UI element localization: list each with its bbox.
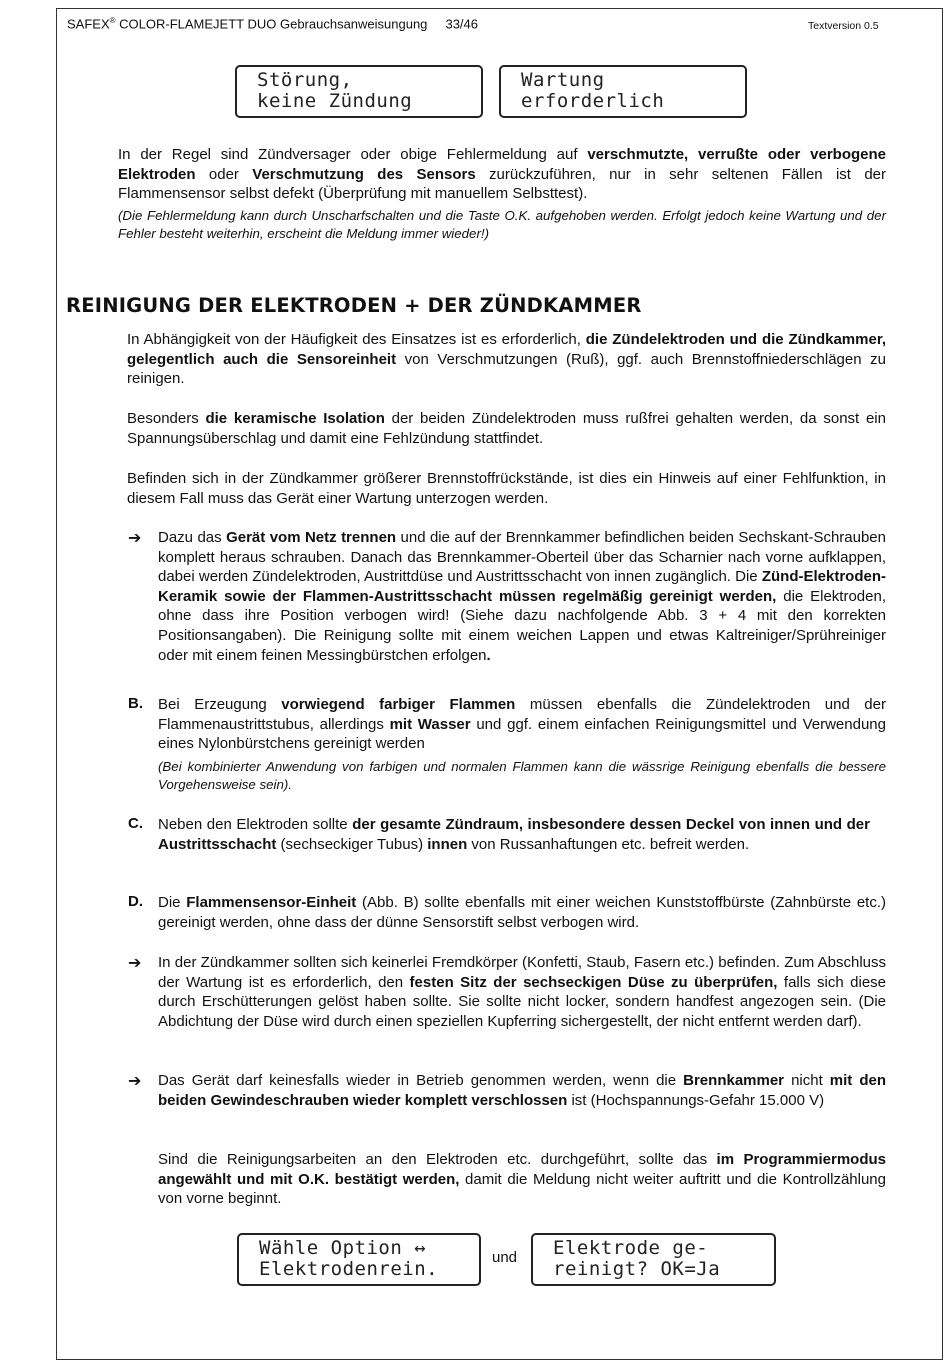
step-check-nozzle: In der Zündkammer sollten sich keinerlei Fremdkörper (Konfetti, Staub, Fasern etc.) befinden. Zum Abschluss der Wartung ist es erforderlich, den festen Sitz der sechseckigen Düse zu überprüfen, falls sich diese durch Erschütterungen gelöst haben sollte. Sie sollte nicht locker, sondern handfest angezogen sein. (Die Abdichtung der Düse wird durch einen speziellen Kupferring sichergestellt, der nicht entfernt werden darf). bbox=[158, 954, 887, 1030]
list-marker-d: D. bbox=[128, 893, 143, 910]
step-d: Die Flammensensor-Einheit (Abb. B) sollte ebenfalls mit einer weichen Kunststoffbürste (Zahnbürste etc.) gereinigt werden, ohne dass der dünne Sensorstift selbst verbogen wird. bbox=[158, 894, 886, 931]
step-c: Neben den Elektroden sollte der gesamte Zündraum, insbesondere dessen Deckel von innen und der Austrittsschacht (sechseckiger Tubus) innen von Russanhaftungen etc. befreit werden. bbox=[158, 816, 870, 853]
list-marker-c: C. bbox=[128, 815, 143, 832]
lcd-line-1: Wartung bbox=[521, 69, 605, 91]
conjunction-label: und bbox=[492, 1249, 518, 1266]
arrow-icon: ➔ bbox=[128, 528, 142, 547]
step-b: Bei Erzeugung vorwiegend farbiger Flammen müssen ebenfalls die Zündelektroden und der Flammenaustrittstubus, allerdings mit Wasser und ggf. einem einfachen Reinigungsmittel und Verwendung eines Nylonbürstchens gereinigt werden bbox=[158, 696, 886, 753]
section-heading: REINIGUNG DER ELEKTRODEN + DER ZÜNDKAMMER bbox=[66, 294, 642, 317]
section-paragraph-1: In Abhängigkeit von der Häufigkeit des Einsatzes ist es erforderlich, die Zündelektroden und die Zündkammer, gelegentlich auch die Sensoreinheit von Verschmutzungen (Ruß), ggf. auch Brennstoffniederschlägen zu reinigen. bbox=[127, 331, 886, 388]
lcd-display-select-option bbox=[237, 1233, 481, 1286]
lcd-display-fault bbox=[235, 65, 483, 118]
arrow-icon: ➔ bbox=[128, 1071, 142, 1090]
arrow-icon: ➔ bbox=[128, 953, 142, 972]
section-paragraph-2: Besonders die keramische Isolation der beiden Zündelektroden muss rußfrei gehalten werden, da sonst ein Spannungsüberschlag und damit eine Fehlzündung stattfindet. bbox=[127, 410, 886, 447]
list-marker-b: B. bbox=[128, 695, 143, 712]
lcd-line-1: Elektrode ge- bbox=[553, 1237, 709, 1259]
page-header-title: SAFEX® COLOR-FLAMEJETT DUO Gebrauchsanweisungung 33/46 bbox=[67, 16, 479, 32]
step-disconnect: Dazu das Gerät vom Netz trennen und die auf der Brennkammer befindlichen beiden Sechskant-Schrauben komplett heraus schrauben. Danach das Brennkammer-Oberteil über das Scharnier nach vorne aufklappen, dabei werden Zündelektroden, Austrittdüse und Austrittsschacht von innen zugänglich. Die Zünd-Elektroden-Keramik sowie der Flammen-Austrittsschacht müssen regelmäßig gereinigt werden, die Elektroden, ohne dass ihre Position verbogen wird! (Siehe dazu nachfolgende Abb. 3 + 4 mit den korrekten Positionsangaben). Die Reinigung sollte mit einem weichen Lappen und etwas Kaltreiniger/Sprühreiniger oder mit einem feinen Messingbürstchen erfolgen. bbox=[158, 529, 887, 664]
lcd-display-maintenance bbox=[499, 65, 747, 118]
page-header-version: Textversion 0.5 bbox=[808, 20, 879, 32]
step-confirm: Sind die Reinigungsarbeiten an den Elektroden etc. durchgeführt, sollte das im Programmiermodus angewählt und mit O.K. bestätigt werden, damit die Meldung nicht weiter auftritt und die Kontrollzählung von vorne beginnt. bbox=[158, 1151, 886, 1208]
section-paragraph-3: Befinden sich in der Zündkammer größerer Brennstoffrückstände, ist dies ein Hinweis auf einer Fehlfunktion, in diesem Fall muss das Gerät einer Wartung unterzogen werden. bbox=[127, 470, 886, 507]
lcd-line-2: reinigt? OK=Ja bbox=[553, 1258, 721, 1280]
intro-paragraph: In der Regel sind Zündversager oder obige Fehlermeldung auf verschmutzte, verrußte oder verbogene Elektroden oder Verschmutzung des Sensors zurückzuführen, nur in sehr seltenen Fällen ist der Flammensensor selbst defekt (Überprüfung mit manuellem Selbsttest). bbox=[118, 146, 887, 203]
step-b-note: (Bei kombinierter Anwendung von farbigen und normalen Flammen kann die wässrige Reinigung ebenfalls die bessere Vorgehensweise sein). bbox=[158, 759, 886, 792]
lcd-line-2: keine Zündung bbox=[257, 90, 413, 112]
lcd-line-1: Störung, bbox=[257, 69, 353, 91]
lcd-line-2: erforderlich bbox=[521, 90, 665, 112]
step-close-chamber: Das Gerät darf keinesfalls wieder in Betrieb genommen werden, wenn die Brennkammer nicht mit den beiden Gewindeschrauben wieder komplett verschlossen ist (Hochspannungs-Gefahr 15.000 V) bbox=[158, 1072, 886, 1109]
lcd-line-1: Wähle Option ↔ bbox=[259, 1237, 427, 1259]
lcd-display-confirm bbox=[531, 1233, 776, 1286]
lcd-line-2: Elektrodenrein. bbox=[259, 1258, 439, 1280]
intro-note: (Die Fehlermeldung kann durch Unscharfschalten und die Taste O.K. aufgehoben werden. Erfolgt jedoch keine Wartung und der Fehler besteht weiterhin, erscheint die Meldung immer wieder!) bbox=[118, 208, 886, 241]
